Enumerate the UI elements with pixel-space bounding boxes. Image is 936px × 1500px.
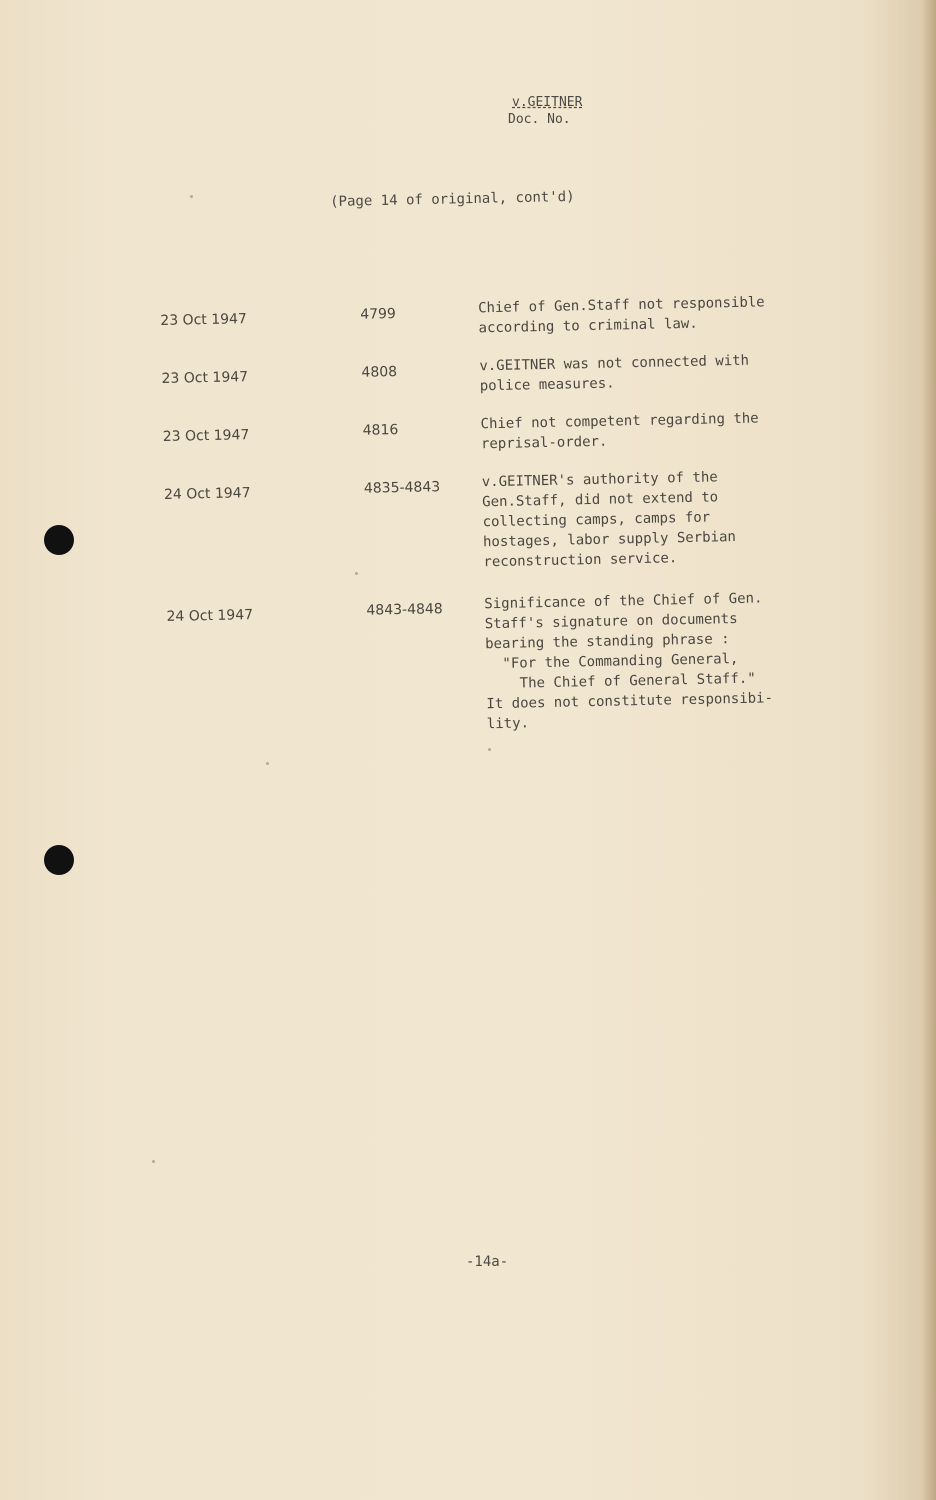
entry-pages: 4799 [360, 306, 397, 323]
entry-description: v.GEITNER was not connected with police measures. [479, 352, 750, 395]
continuation-note: (Page 14 of original, cont'd) [330, 188, 575, 210]
defendant-name: v.GEITNER [512, 95, 583, 110]
entry-date: 23 Oct 1947 [161, 369, 249, 387]
paper-edge-shadow [922, 0, 936, 1500]
index-entry [160, 291, 841, 345]
punch-hole-bottom [44, 845, 74, 875]
paper-speck [266, 762, 269, 765]
paper-speck [488, 748, 491, 751]
testimony-index [160, 291, 849, 741]
entry-pages: 4843-4848 [366, 601, 443, 619]
entry-pages: 4816 [362, 422, 399, 439]
entry-description: v.GEITNER's authority of the Gen.Staff, did not extend to collecting camps, camps for hostages, labor supply Serbian reconstruction service. [481, 469, 737, 571]
index-entry [162, 407, 843, 461]
punch-hole-top [44, 525, 74, 555]
entry-pages: 4808 [361, 364, 398, 381]
page-number: -14a- [466, 1254, 509, 1270]
entry-description: Significance of the Chief of Gen. Staff's signature on documents bearing the standing phrase : "For the Commanding General, The Chief of General Staff." It does not constitute responsibi- lity. [484, 590, 774, 733]
entry-pages: 4835-4843 [363, 479, 441, 497]
entry-date: 24 Oct 1947 [166, 607, 254, 625]
entry-date: 23 Oct 1947 [162, 427, 250, 445]
paper-speck [152, 1160, 155, 1163]
entry-date: 24 Oct 1947 [163, 485, 251, 503]
entry-description: Chief not competent regarding the reprisal-order. [480, 410, 759, 453]
index-entry [164, 465, 846, 579]
entry-description: Chief of Gen.Staff not responsible according to criminal law. [477, 294, 765, 337]
index-entry [161, 349, 842, 403]
index-entry [166, 587, 849, 741]
doc-number-label: Doc. No. [508, 112, 571, 127]
document-header [508, 94, 582, 128]
entry-date: 23 Oct 1947 [160, 311, 248, 329]
paper-speck [190, 195, 193, 198]
